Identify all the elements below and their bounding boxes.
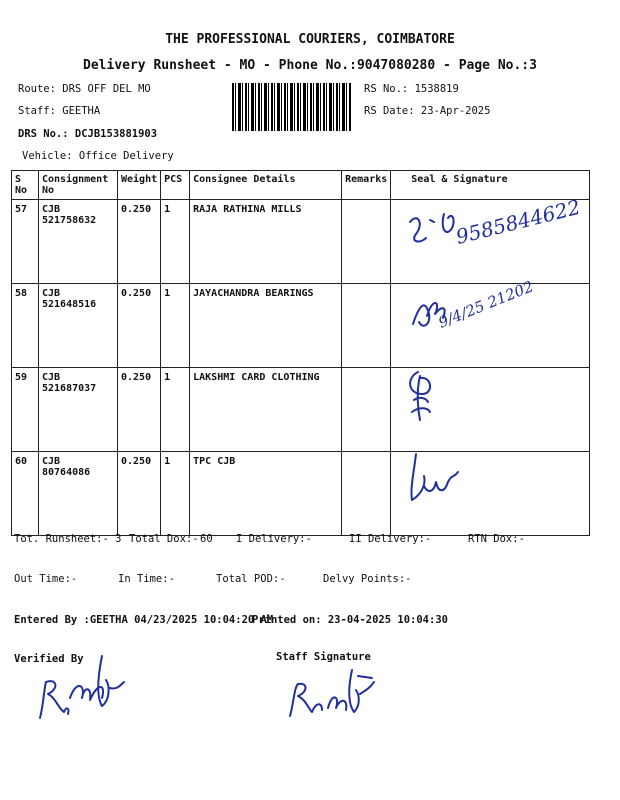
handwritten-signature-59 bbox=[398, 366, 448, 426]
handwritten-signature-60 bbox=[402, 446, 472, 508]
staff-signature bbox=[282, 664, 382, 724]
rs-number: RS No.: 1538819 bbox=[364, 83, 459, 95]
row-consignment: CJB 521648516 bbox=[39, 284, 118, 368]
row-weight: 0.250 bbox=[118, 284, 161, 368]
total-pod: Total POD:- bbox=[216, 573, 286, 585]
row-consignee: TPC CJB bbox=[190, 452, 342, 536]
in-time: In Time:- bbox=[118, 573, 175, 585]
row-consignment: CJB 521758632 bbox=[39, 200, 118, 284]
row-weight: 0.250 bbox=[118, 368, 161, 452]
drs-number: DRS No.: DCJB153881903 bbox=[18, 128, 158, 140]
column-header: Consignment No bbox=[39, 171, 118, 200]
row-pcs: 1 bbox=[161, 284, 190, 368]
row-pcs: 1 bbox=[161, 452, 190, 536]
barcode bbox=[232, 83, 352, 131]
out-time: Out Time:- bbox=[14, 573, 78, 585]
first-delivery: I Delivery:- bbox=[236, 533, 312, 545]
row-pcs: 1 bbox=[161, 368, 190, 452]
row-sno: 59 bbox=[12, 368, 39, 452]
row-weight: 0.250 bbox=[118, 452, 161, 536]
runsheet-subtitle: Delivery Runsheet - MO - Phone No.:9047080280 - Page No.:3 bbox=[83, 58, 537, 73]
table-row bbox=[12, 368, 590, 452]
row-remarks bbox=[342, 284, 391, 368]
total-runsheet: Tot. Runsheet:- 3 bbox=[14, 533, 122, 545]
row-sno: 57 bbox=[12, 200, 39, 284]
staff-label: Staff: GEETHA bbox=[18, 105, 101, 117]
row-remarks bbox=[342, 368, 391, 452]
handwritten-phone-57: 9585844622 bbox=[453, 194, 583, 249]
column-header: Weight bbox=[118, 171, 161, 200]
entered-by: Entered By :GEETHA 04/23/2025 10:04:20 AM bbox=[14, 614, 274, 626]
printed-on: Printed on: 23-04-2025 10:04:30 bbox=[252, 614, 448, 626]
column-header: Seal & Signature bbox=[391, 171, 590, 200]
total-dox-value: 60 bbox=[200, 533, 213, 545]
vehicle-label: Vehicle: Office Delivery bbox=[22, 150, 174, 162]
row-sno: 60 bbox=[12, 452, 39, 536]
column-header: PCS bbox=[161, 171, 190, 200]
column-header: Consignee Details bbox=[190, 171, 342, 200]
return-dox: RTN Dox:- bbox=[468, 533, 525, 545]
row-consignee: LAKSHMI CARD CLOTHING bbox=[190, 368, 342, 452]
route-label: Route: DRS OFF DEL MO bbox=[18, 83, 151, 95]
delivery-points: Delvy Points:- bbox=[323, 573, 412, 585]
staff-signature-label: Staff Signature bbox=[276, 651, 371, 663]
verified-by-label: Verified By bbox=[14, 653, 84, 665]
row-consignee: JAYACHANDRA BEARINGS bbox=[190, 284, 342, 368]
column-header: S No bbox=[12, 171, 39, 200]
row-remarks bbox=[342, 452, 391, 536]
rs-date: RS Date: 23-Apr-2025 bbox=[364, 105, 491, 117]
company-title: THE PROFESSIONAL COURIERS, COIMBATORE bbox=[165, 32, 455, 47]
row-remarks bbox=[342, 200, 391, 284]
handwritten-signature-58 bbox=[405, 268, 536, 348]
handwritten-note-58: 9/4/25 21202 bbox=[435, 277, 536, 332]
row-consignment: CJB 521687037 bbox=[39, 368, 118, 452]
column-header: Remarks bbox=[342, 171, 391, 200]
second-delivery: II Delivery:- bbox=[349, 533, 432, 545]
total-dox-label: Total Dox:- bbox=[129, 533, 199, 545]
row-consignment: CJB 80764086 bbox=[39, 452, 118, 536]
verifier-signature bbox=[30, 648, 130, 728]
table-row bbox=[12, 452, 590, 536]
handwritten-signature-57 bbox=[400, 192, 590, 262]
row-consignee: RAJA RATHINA MILLS bbox=[190, 200, 342, 284]
row-sno: 58 bbox=[12, 284, 39, 368]
row-pcs: 1 bbox=[161, 200, 190, 284]
row-weight: 0.250 bbox=[118, 200, 161, 284]
